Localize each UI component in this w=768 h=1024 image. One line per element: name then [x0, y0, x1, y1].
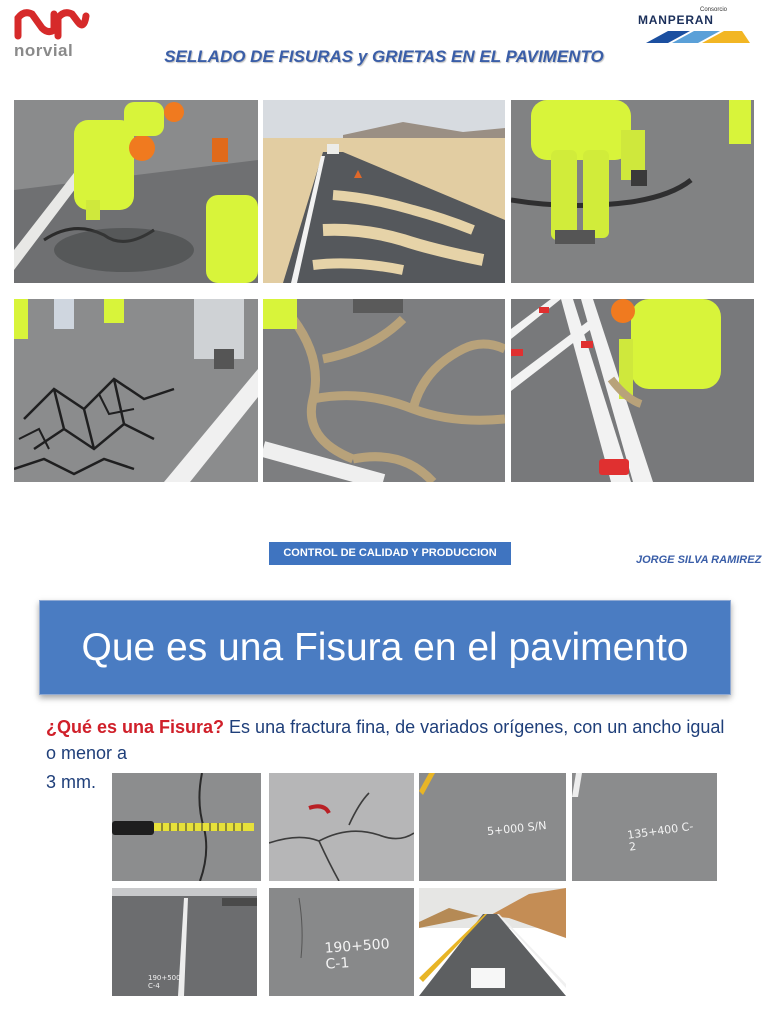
- thumb-label: 190+500 C-4: [148, 974, 181, 990]
- fisura-width: 3 mm.: [46, 772, 97, 792]
- fisura-definition-text: Es una fractura fina, de variados orígenes, con un ancho igual o menor a: [46, 717, 725, 763]
- fisura-definition: [46, 714, 736, 766]
- photo-alligator-cracking: [14, 299, 258, 482]
- consorcio-label: Consorcio: [700, 7, 728, 13]
- thumb-marked-135400: [572, 773, 717, 881]
- manperan-logo-text: MANPERAN: [638, 13, 714, 27]
- photo-sealing-near-markings: [511, 299, 754, 482]
- fisura-question: ¿Qué es una Fisura?: [46, 717, 225, 737]
- thumb-marked-5000: [419, 773, 566, 881]
- author-name: JORGE SILVA RAMIREZ: [636, 554, 762, 566]
- photo-sealed-crack-network: [263, 299, 505, 482]
- thumb-hairline-crack: [269, 773, 414, 881]
- norvial-logo-text: norvial: [14, 41, 74, 60]
- section-title: Que es una Fisura en el pavimento: [81, 626, 689, 669]
- thumb-crack-with-tape: [112, 773, 261, 881]
- photo-desert-road-sand: [263, 100, 505, 283]
- thumb-label: 5+000 S/N: [486, 818, 548, 839]
- quality-control-caption: CONTROL DE CALIDAD Y PRODUCCION: [269, 542, 511, 565]
- thumb-desert-highway: [419, 888, 566, 996]
- photo-worker-sealing-close: [511, 100, 754, 283]
- thumb-marked-190500: [269, 888, 414, 996]
- thumb-label: 190+500 C-1: [323, 936, 391, 973]
- manperan-logo: [634, 7, 758, 45]
- photo-workers-sealing-crack: [14, 100, 258, 283]
- thumb-road-lane-c4: [112, 888, 257, 996]
- thumb-label: 135+400 C-2: [626, 819, 695, 854]
- section-title-box: [39, 600, 731, 695]
- slide-title: SELLADO DE FISURAS y GRIETAS EN EL PAVIMENTO: [164, 47, 604, 66]
